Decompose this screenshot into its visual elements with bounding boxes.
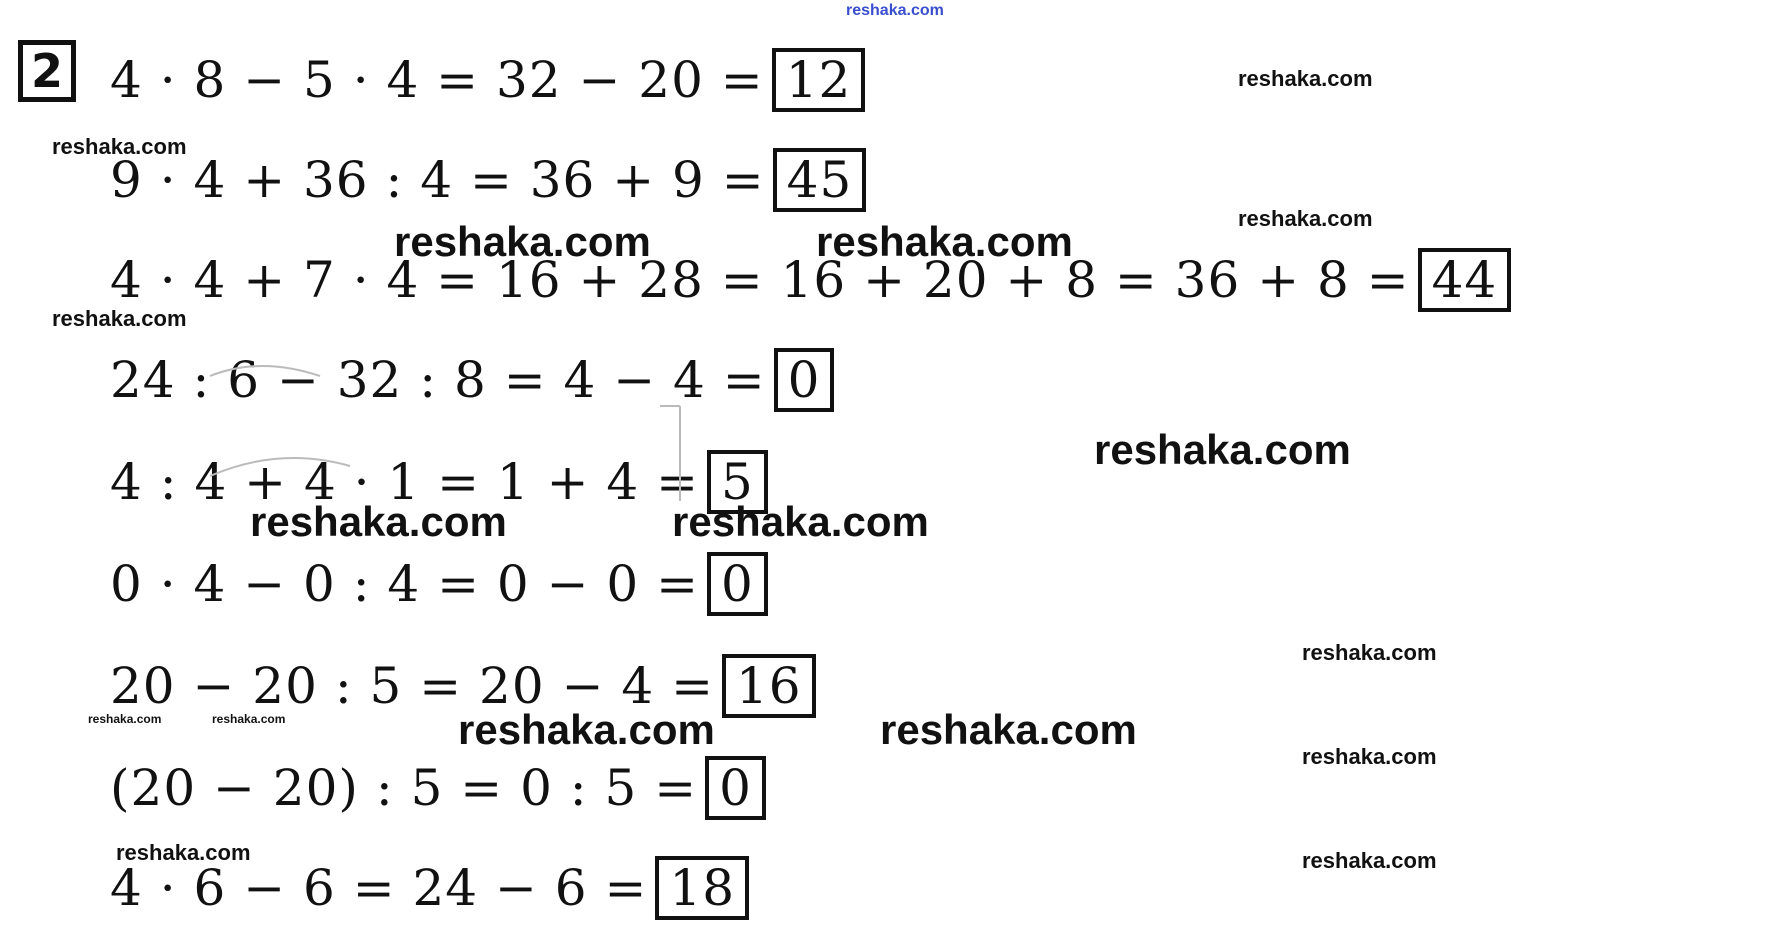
answer-box: 12 (772, 48, 866, 112)
answer-box: 0 (705, 756, 766, 820)
equation-3 (110, 248, 1511, 312)
equation-expression: 24 : 6 − 32 : 8 = 4 − 4 = (110, 351, 766, 409)
answer-box: 0 (774, 348, 835, 412)
watermark: reshaka.com (846, 2, 944, 19)
answer-box: 44 (1418, 248, 1512, 312)
watermark: reshaka.com (212, 712, 286, 726)
watermark: reshaka.com (1302, 640, 1437, 665)
equation-expression: 20 − 20 : 5 = 20 − 4 = (110, 657, 714, 715)
answer-box: 45 (773, 148, 867, 212)
equation-expression: (20 − 20) : 5 = 0 : 5 = (110, 759, 698, 817)
equation-8 (110, 756, 766, 820)
equation-1 (110, 48, 865, 112)
answer-box: 5 (707, 450, 768, 514)
task-number-badge: 2 (18, 40, 76, 102)
answer-box: 18 (655, 856, 749, 920)
watermark: reshaka.com (116, 840, 251, 865)
equation-4 (110, 348, 834, 412)
watermark: reshaka.com (1238, 206, 1373, 231)
watermark: reshaka.com (1302, 848, 1437, 873)
equation-2 (110, 148, 866, 212)
equation-expression: 0 · 4 − 0 : 4 = 0 − 0 = (110, 555, 700, 613)
answer-box: 16 (722, 654, 816, 718)
equation-expression: 9 · 4 + 36 : 4 = 36 + 9 = (110, 151, 765, 209)
watermark: reshaka.com (672, 498, 929, 545)
watermark: reshaka.com (816, 218, 1073, 265)
watermark: reshaka.com (458, 706, 715, 753)
watermark: reshaka.com (52, 134, 187, 159)
watermark: reshaka.com (52, 306, 187, 331)
watermark: reshaka.com (394, 218, 651, 265)
equation-expression: 4 · 8 − 5 · 4 = 32 − 20 = (110, 51, 764, 109)
equation-expression: 4 · 6 − 6 = 24 − 6 = (110, 859, 648, 917)
answer-box: 0 (707, 552, 768, 616)
watermark: reshaka.com (880, 706, 1137, 753)
watermark: reshaka.com (250, 498, 507, 545)
watermark: reshaka.com (1302, 744, 1437, 769)
equation-expression: 4 · 4 + 7 · 4 = 16 + 28 = 16 + 20 + 8 = 36 + 8 = (110, 251, 1410, 309)
watermark: reshaka.com (1238, 66, 1373, 91)
equation-6 (110, 552, 768, 616)
watermark: reshaka.com (88, 712, 162, 726)
watermark: reshaka.com (1094, 426, 1351, 473)
equation-expression: 4 : 4 + 4 · 1 = 1 + 4 = (110, 453, 700, 511)
